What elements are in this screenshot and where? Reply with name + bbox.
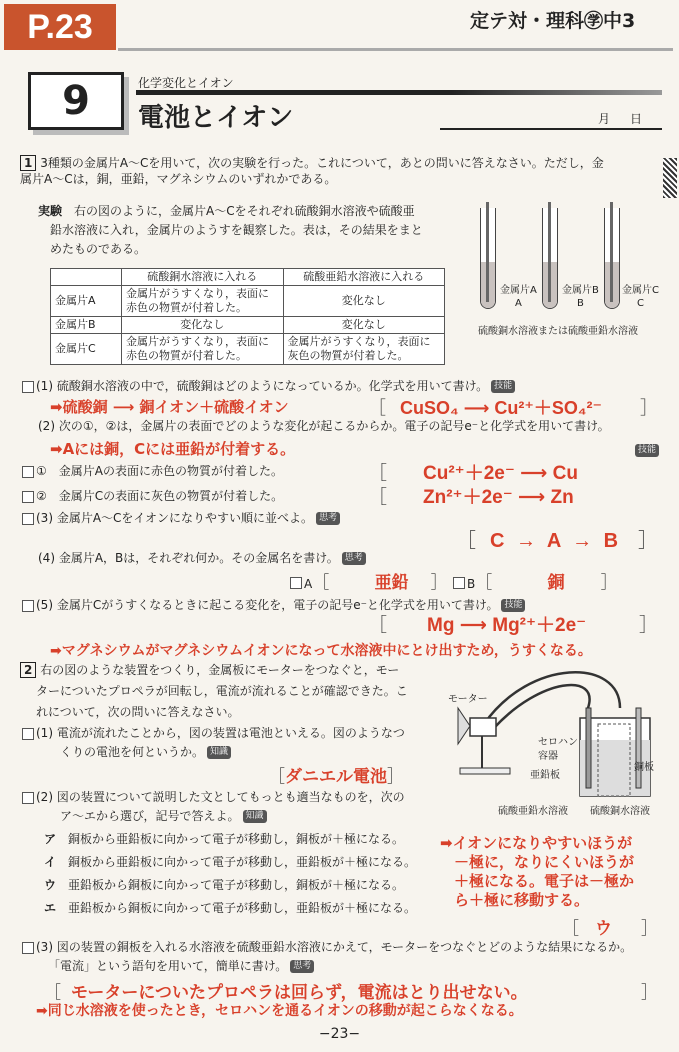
table-row: 金属片B 変化なし 変化なし [51, 317, 445, 334]
label-metal-c: 金属片C C [622, 285, 659, 309]
date-month: 月 [598, 112, 611, 126]
q1-number: 1 [20, 155, 36, 171]
option-c[interactable]: ウ 亜鉛板から銅板に向かって電子が移動し，銅板が＋極になる。 [44, 878, 405, 892]
series-title: 定テ対・理科㊫中3 [470, 10, 636, 32]
date-rule [440, 128, 662, 130]
table-row: 金属片A 金属片がうすくなり，表面に赤色の物質が付着した。 変化なし [51, 286, 445, 317]
checkbox[interactable] [22, 513, 34, 525]
test-tube-c [604, 208, 620, 309]
label-motor: モーター [448, 694, 488, 705]
checkbox[interactable] [22, 491, 34, 503]
table-header-row: 硫酸銅水溶液に入れる 硫酸亜鉛水溶液に入れる [51, 269, 445, 286]
q1-s5-answer: ［ Mg ⟶ Mg²⁺＋2e⁻ ］ [368, 614, 658, 636]
section-title: 電池とイオン [138, 103, 294, 133]
label-zinc-plate: 亜鉛板 [530, 770, 560, 781]
figure-caption: 硫酸銅水溶液または硫酸亜鉛水溶液 [478, 326, 638, 337]
q1-s2-a-answer: ［ Cu²⁺＋2e⁻ ⟶ Cu [368, 462, 578, 484]
q2-s2-hint: ➡イオンになりやすいほうが －極に，なりにくいほうが ＋極になる。電子は－極か ら＋極に移動する。 [440, 834, 635, 909]
test-tube-b [542, 208, 558, 309]
section-number: 9 [28, 72, 124, 130]
q2-s2-options [44, 828, 416, 920]
q2-s3-answer: ［ モーターについたプロペラは回らず，電流はとり出せない。 ］ [44, 983, 658, 1003]
q1-experiment: 実験 右の図のように，金属片A～Cをそれぞれ硫酸銅水溶液や硫酸亜 鉛水溶液に入れ，金属片のようすを観察した。表は，その結果をまと めたものである。 [38, 204, 423, 256]
q2-s3-hint: ➡同じ水溶液を使ったとき，セロハンを通るイオンの移動が起こらなくなる。 [36, 1003, 523, 1019]
q1-s2-hint: ➡Aには銅，Cには亜鉛が付着する。 [50, 440, 296, 458]
q1-s1-answer: ［ CuSO₄ ⟶ Cu²⁺＋SO₄²⁻ ］ [368, 398, 658, 419]
section-subtitle: 化学変化とイオン [138, 76, 234, 90]
q2-s1-answer: ［ダニエル電池］ [268, 767, 404, 787]
test-tube-a [480, 208, 496, 309]
checkbox[interactable] [22, 728, 34, 740]
page-number: −23− [318, 1026, 361, 1042]
q1-s5-hint: ➡マグネシウムがマグネシウムイオンになって水溶液中にとけ出すため，うすくなる。 [50, 643, 592, 659]
label-zinc-solution: 硫酸亜鉛水溶液 [498, 806, 568, 817]
label-copper-plate: 銅板 [634, 762, 654, 773]
checkbox[interactable] [22, 381, 34, 393]
table-row: 金属片C 金属片がうすくなり，表面に赤色の物質が付着した。 金属片がうすくなり，表面に灰色の物質が付着した。 [51, 334, 445, 365]
checkbox[interactable] [22, 792, 34, 804]
results-table [50, 268, 445, 365]
label-copper-solution: 硫酸銅水溶液 [590, 806, 650, 817]
label-metal-a: 金属片A A [500, 285, 537, 309]
q1-s2-b-answer: ［ Zn²⁺＋2e⁻ ⟶ Zn [368, 486, 574, 508]
checkbox[interactable] [22, 466, 34, 478]
date-day: 日 [630, 112, 643, 126]
q1-s3: (3) 金属片A～Cをイオンになりやすい順に並べよ。 思考 [22, 510, 340, 526]
qr-code-icon [663, 158, 677, 198]
label-metal-b: 金属片B B [562, 285, 599, 309]
q2-intro: 2 右の図のような装置をつくり，金属板にモーターをつなぐと，モー ターについたプロペラが回転し，電流が流れることが確認できた。こ れについて，次の問いに答えなさい。 [20, 660, 450, 723]
label-cellophane: セロハン 容器 [538, 737, 578, 762]
checkbox[interactable] [22, 600, 34, 612]
option-d[interactable]: エ 亜鉛板から銅板に向かって電子が移動し，亜鉛板が＋極になる。 [44, 901, 417, 915]
page-label: P.23 [4, 4, 116, 50]
q2-s2: (2) 図の装置について説明した文としてもっとも適当なものを，次の ア～エから選び，記号で答えよ。 知識 [22, 788, 442, 826]
test-tube-figure [470, 198, 670, 348]
q1-s2-a: ① 金属片Aの表面に赤色の物質が付着した。 [22, 463, 283, 479]
skill-tag: 技能 [635, 444, 659, 457]
header-rule [118, 48, 673, 51]
q1-intro: 1 3種類の金属片A～Cを用いて，次の実験を行った。これについて，あとの問いに答えなさい。ただし，金 属片A～Cは，銅，亜鉛，マグネシウムのいずれかである。 [20, 156, 604, 186]
q2-s1: (1) 電流が流れたことから，図の装置は電池といえる。図のようなつ くりの電池を何というか。 知識 [22, 724, 442, 762]
q1-s1-hint: ➡硫酸銅 ⟶ 銅イオン＋硫酸イオン [50, 398, 289, 416]
q1-s3-answer: ［ C → A → B ］ [456, 528, 658, 552]
q2-s2-answer: ［ ウ ］ [562, 919, 658, 939]
q1-s1: (1) 硫酸銅水溶液の中で，硫酸銅はどのようになっているか。化学式を用いて書け。 技能 [22, 378, 515, 394]
section-bar [136, 90, 662, 95]
q1-s2: (2) 次の①，②は，金属片の表面でどのような変化が起こるからか。電子の記号e⁻と化学式を用いて書け。 [38, 419, 610, 433]
date-field[interactable] [598, 110, 642, 127]
checkbox[interactable] [22, 942, 34, 954]
q1-s5: (5) 金属片Cがうすくなるときに起こる変化を，電子の記号e⁻と化学式を用いて書け。 技能 [22, 597, 525, 613]
option-b[interactable]: イ 銅板から亜鉛板に向かって電子が移動し，亜鉛板が＋極になる。 [44, 855, 417, 869]
q2-s3: (3) 図の装置の銅板を入れる水溶液を硫酸亜鉛水溶液にかえて，モーターをつなぐとどのような結果になるか。 「電流」という語句を用いて，簡単に書け。 思考 [22, 938, 672, 976]
q1-s4-answers: A［ 亜鉛 ］ B［ 銅 ］ [290, 568, 660, 593]
q1-s2-b: ② 金属片Cの表面に灰色の物質が付着した。 [22, 488, 283, 504]
q1-s4: (4) 金属片A，Bは，それぞれ何か。その金属名を書け。 思考 [38, 550, 366, 566]
option-a[interactable]: ア 銅板から亜鉛板に向かって電子が移動し，銅板が＋極になる。 [44, 832, 405, 846]
